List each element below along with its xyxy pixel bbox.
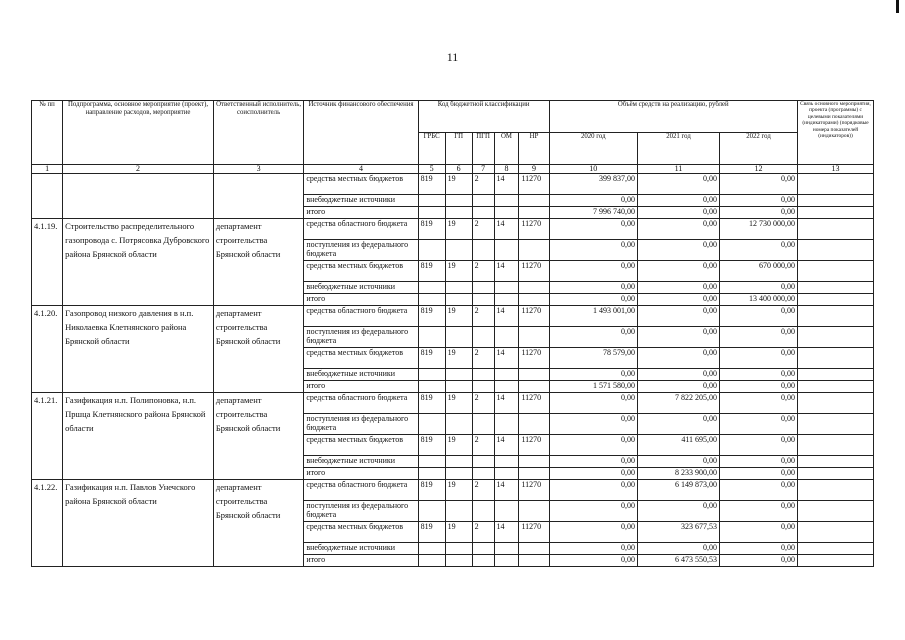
pgp-cell: [472, 543, 494, 555]
om-cell: [494, 240, 519, 261]
pgp-cell: 2: [472, 348, 494, 369]
indicator-link-cell: [798, 306, 874, 327]
np-cell: [519, 240, 549, 261]
np-cell: [519, 294, 549, 306]
om-cell: [494, 555, 519, 567]
source-cell: внебюджетные источники: [304, 369, 418, 381]
om-cell: 14: [494, 480, 519, 501]
indicator-link-cell: [798, 369, 874, 381]
header-link: Связь основного мероприятия, проекта (программы) с целевыми показателями (индикаторами) (порядковые номера показателей (индикаторов)): [798, 101, 874, 165]
amount-2022: 0,00: [720, 393, 798, 414]
gp-cell: [445, 282, 472, 294]
amount-2022: 0,00: [720, 195, 798, 207]
np-cell: [519, 381, 549, 393]
gp-cell: [445, 414, 472, 435]
gp-cell: [445, 468, 472, 480]
pgp-cell: [472, 414, 494, 435]
np-cell: [519, 327, 549, 348]
source-cell: средства местных бюджетов: [304, 348, 418, 369]
amount-2021: 0,00: [637, 195, 719, 207]
amount-2021: 0,00: [637, 207, 719, 219]
gp-cell: [445, 381, 472, 393]
table-row: [32, 480, 874, 501]
table-row: [32, 306, 874, 327]
column-number: 1: [32, 165, 63, 174]
amount-2021: 0,00: [637, 369, 719, 381]
grbs-cell: 819: [418, 393, 445, 414]
om-cell: [494, 543, 519, 555]
grbs-cell: 819: [418, 480, 445, 501]
amount-2020: 0,00: [549, 195, 637, 207]
header-gp: ГП: [445, 133, 472, 165]
amount-2021: 411 695,00: [637, 435, 719, 456]
header-budget-code: Код бюджетной классификации: [418, 101, 549, 133]
grbs-cell: 819: [418, 306, 445, 327]
amount-2022: 0,00: [720, 543, 798, 555]
np-cell: 11270: [519, 306, 549, 327]
amount-2022: 0,00: [720, 381, 798, 393]
amount-2021: 0,00: [637, 174, 719, 195]
source-cell: итого: [304, 468, 418, 480]
column-number-row: [32, 165, 874, 174]
pgp-cell: 2: [472, 393, 494, 414]
item-executor-cell: департамент строительства Брянской области: [213, 306, 303, 393]
item-name-cell: Газопровод низкого давления в н.п. Николаевка Клетнянского района Брянской области: [63, 306, 214, 393]
amount-2021: 323 677,53: [637, 522, 719, 543]
amount-2020: 0,00: [549, 435, 637, 456]
grbs-cell: [418, 555, 445, 567]
pgp-cell: 2: [472, 522, 494, 543]
amount-2022: 0,00: [720, 306, 798, 327]
indicator-link-cell: [798, 195, 874, 207]
item-name-cell: Газификация н.п. Полипоновка, н.п. Пршца Клетнянского района Брянской области: [63, 393, 214, 480]
indicator-link-cell: [798, 327, 874, 348]
indicator-link-cell: [798, 381, 874, 393]
om-cell: 14: [494, 261, 519, 282]
item-number-cell: 4.1.20.: [32, 306, 63, 393]
gp-cell: [445, 501, 472, 522]
amount-2021: 0,00: [637, 282, 719, 294]
gp-cell: [445, 207, 472, 219]
amount-2020: 0,00: [549, 240, 637, 261]
header-np: НР: [519, 133, 549, 165]
gp-cell: [445, 369, 472, 381]
amount-2022: 0,00: [720, 174, 798, 195]
grbs-cell: [418, 240, 445, 261]
budget-table-body: [32, 174, 874, 567]
grbs-cell: [418, 456, 445, 468]
pgp-cell: [472, 207, 494, 219]
amount-2020: 7 996 740,00: [549, 207, 637, 219]
column-number: 4: [304, 165, 418, 174]
amount-2021: 0,00: [637, 501, 719, 522]
grbs-cell: [418, 282, 445, 294]
item-name-cell: Строительство распределительного газопровода с. Потрясовка Дубровского района Брянской области: [63, 219, 214, 306]
amount-2021: 0,00: [637, 306, 719, 327]
item-name-cell: [63, 174, 214, 219]
pgp-cell: 2: [472, 480, 494, 501]
amount-2022: 670 000,00: [720, 261, 798, 282]
indicator-link-cell: [798, 219, 874, 240]
source-cell: поступления из федерального бюджета: [304, 414, 418, 435]
amount-2020: 0,00: [549, 294, 637, 306]
amount-2020: 0,00: [549, 219, 637, 240]
np-cell: [519, 282, 549, 294]
om-cell: [494, 501, 519, 522]
np-cell: [519, 543, 549, 555]
amount-2020: 1 571 580,00: [549, 381, 637, 393]
om-cell: [494, 195, 519, 207]
gp-cell: 19: [445, 480, 472, 501]
pgp-cell: [472, 381, 494, 393]
item-executor-cell: департамент строительства Брянской области: [213, 393, 303, 480]
om-cell: [494, 282, 519, 294]
header-executor: Ответственный исполнитель, соисполнитель: [213, 101, 303, 165]
om-cell: [494, 207, 519, 219]
indicator-link-cell: [798, 543, 874, 555]
header-program: Подпрограмма, основное мероприятие (проект), направление расходов, мероприятие: [63, 101, 214, 165]
indicator-link-cell: [798, 294, 874, 306]
grbs-cell: [418, 369, 445, 381]
column-number: 13: [798, 165, 874, 174]
budget-table: [31, 100, 874, 567]
amount-2021: 6 149 873,00: [637, 480, 719, 501]
amount-2022: 0,00: [720, 501, 798, 522]
item-executor-cell: департамент строительства Брянской области: [213, 219, 303, 306]
pgp-cell: [472, 195, 494, 207]
gp-cell: 19: [445, 174, 472, 195]
header-2021: 2021 год: [637, 133, 719, 165]
np-cell: [519, 195, 549, 207]
pgp-cell: 2: [472, 306, 494, 327]
indicator-link-cell: [798, 414, 874, 435]
header-om: ОМ: [494, 133, 519, 165]
gp-cell: 19: [445, 261, 472, 282]
gp-cell: 19: [445, 393, 472, 414]
pgp-cell: [472, 294, 494, 306]
gp-cell: [445, 456, 472, 468]
header-2022: 2022 год: [720, 133, 798, 165]
pgp-cell: [472, 369, 494, 381]
grbs-cell: 819: [418, 174, 445, 195]
column-number: 6: [445, 165, 472, 174]
om-cell: 14: [494, 174, 519, 195]
source-cell: итого: [304, 381, 418, 393]
grbs-cell: [418, 381, 445, 393]
np-cell: [519, 555, 549, 567]
amount-2020: 0,00: [549, 414, 637, 435]
grbs-cell: [418, 327, 445, 348]
amount-2022: 0,00: [720, 327, 798, 348]
amount-2021: 0,00: [637, 456, 719, 468]
source-cell: итого: [304, 207, 418, 219]
header-source: Источник финансового обеспечения: [304, 101, 418, 165]
pgp-cell: [472, 240, 494, 261]
np-cell: [519, 369, 549, 381]
column-number: 10: [549, 165, 637, 174]
grbs-cell: 819: [418, 261, 445, 282]
gp-cell: 19: [445, 306, 472, 327]
amount-2022: 0,00: [720, 468, 798, 480]
om-cell: 14: [494, 348, 519, 369]
om-cell: 14: [494, 393, 519, 414]
grbs-cell: [418, 468, 445, 480]
amount-2022: 12 730 000,00: [720, 219, 798, 240]
table-row: [32, 174, 874, 195]
np-cell: [519, 207, 549, 219]
amount-2020: 399 837,00: [549, 174, 637, 195]
source-cell: внебюджетные источники: [304, 543, 418, 555]
indicator-link-cell: [798, 480, 874, 501]
pgp-cell: [472, 327, 494, 348]
amount-2020: 0,00: [549, 456, 637, 468]
om-cell: 14: [494, 435, 519, 456]
indicator-link-cell: [798, 468, 874, 480]
amount-2020: 0,00: [549, 555, 637, 567]
amount-2020: 0,00: [549, 327, 637, 348]
grbs-cell: [418, 501, 445, 522]
np-cell: 11270: [519, 393, 549, 414]
table-row: [32, 393, 874, 414]
page-number: 11: [446, 50, 459, 64]
column-number: 11: [637, 165, 719, 174]
amount-2022: 0,00: [720, 240, 798, 261]
indicator-link-cell: [798, 261, 874, 282]
gp-cell: [445, 294, 472, 306]
pgp-cell: 2: [472, 174, 494, 195]
om-cell: [494, 327, 519, 348]
column-number: 2: [63, 165, 214, 174]
amount-2020: 0,00: [549, 261, 637, 282]
om-cell: 14: [494, 306, 519, 327]
amount-2022: 0,00: [720, 207, 798, 219]
grbs-cell: [418, 543, 445, 555]
np-cell: [519, 414, 549, 435]
source-cell: средства местных бюджетов: [304, 261, 418, 282]
amount-2022: 13 400 000,00: [720, 294, 798, 306]
amount-2021: 0,00: [637, 348, 719, 369]
amount-2020: 0,00: [549, 369, 637, 381]
source-cell: средства местных бюджетов: [304, 435, 418, 456]
grbs-cell: 819: [418, 435, 445, 456]
source-cell: внебюджетные источники: [304, 456, 418, 468]
om-cell: [494, 414, 519, 435]
amount-2021: 0,00: [637, 414, 719, 435]
indicator-link-cell: [798, 456, 874, 468]
amount-2022: 0,00: [720, 522, 798, 543]
amount-2021: 6 473 550,53: [637, 555, 719, 567]
amount-2021: 0,00: [637, 240, 719, 261]
amount-2020: 0,00: [549, 501, 637, 522]
amount-2020: 0,00: [549, 468, 637, 480]
grbs-cell: [418, 414, 445, 435]
grbs-cell: [418, 207, 445, 219]
item-number-cell: 4.1.21.: [32, 393, 63, 480]
source-cell: средства местных бюджетов: [304, 522, 418, 543]
indicator-link-cell: [798, 522, 874, 543]
column-number: 8: [494, 165, 519, 174]
np-cell: 11270: [519, 261, 549, 282]
amount-2022: 0,00: [720, 555, 798, 567]
source-cell: поступления из федерального бюджета: [304, 501, 418, 522]
source-cell: средства местных бюджетов: [304, 174, 418, 195]
indicator-link-cell: [798, 174, 874, 195]
grbs-cell: [418, 195, 445, 207]
source-cell: внебюджетные источники: [304, 282, 418, 294]
source-cell: средства областного бюджета: [304, 219, 418, 240]
grbs-cell: 819: [418, 219, 445, 240]
om-cell: [494, 381, 519, 393]
indicator-link-cell: [798, 207, 874, 219]
indicator-link-cell: [798, 282, 874, 294]
column-number: 3: [213, 165, 303, 174]
source-cell: средства областного бюджета: [304, 393, 418, 414]
amount-2020: 78 579,00: [549, 348, 637, 369]
amount-2020: 0,00: [549, 282, 637, 294]
gp-cell: [445, 240, 472, 261]
amount-2021: 0,00: [637, 381, 719, 393]
source-cell: поступления из федерального бюджета: [304, 240, 418, 261]
indicator-link-cell: [798, 501, 874, 522]
indicator-link-cell: [798, 348, 874, 369]
pgp-cell: [472, 282, 494, 294]
column-number: 9: [519, 165, 549, 174]
source-cell: итого: [304, 555, 418, 567]
pgp-cell: [472, 501, 494, 522]
pgp-cell: 2: [472, 219, 494, 240]
item-number-cell: [32, 174, 63, 219]
amount-2022: 0,00: [720, 414, 798, 435]
amount-2021: 0,00: [637, 294, 719, 306]
pgp-cell: [472, 555, 494, 567]
indicator-link-cell: [798, 240, 874, 261]
column-number: 5: [418, 165, 445, 174]
grbs-cell: [418, 294, 445, 306]
np-cell: [519, 468, 549, 480]
amount-2021: 0,00: [637, 219, 719, 240]
np-cell: [519, 501, 549, 522]
amount-2020: 1 493 001,00: [549, 306, 637, 327]
header-pgp: ПГП: [472, 133, 494, 165]
amount-2022: 0,00: [720, 282, 798, 294]
gp-cell: [445, 543, 472, 555]
om-cell: [494, 456, 519, 468]
header-2020: 2020 год: [549, 133, 637, 165]
np-cell: 11270: [519, 348, 549, 369]
grbs-cell: 819: [418, 522, 445, 543]
source-cell: средства областного бюджета: [304, 480, 418, 501]
item-executor-cell: [213, 174, 303, 219]
amount-2020: 0,00: [549, 522, 637, 543]
source-cell: внебюджетные источники: [304, 195, 418, 207]
gp-cell: 19: [445, 435, 472, 456]
item-name-cell: Газификация н.п. Павлов Унечского района Брянской области: [63, 480, 214, 567]
amount-2022: 0,00: [720, 435, 798, 456]
amount-2020: 0,00: [549, 480, 637, 501]
column-number: 7: [472, 165, 494, 174]
gp-cell: [445, 195, 472, 207]
amount-2020: 0,00: [549, 543, 637, 555]
om-cell: [494, 294, 519, 306]
header-volume: Объём средств на реализацию, рублей: [549, 101, 797, 133]
np-cell: 11270: [519, 522, 549, 543]
np-cell: 11270: [519, 480, 549, 501]
amount-2022: 0,00: [720, 348, 798, 369]
source-cell: итого: [304, 294, 418, 306]
amount-2022: 0,00: [720, 480, 798, 501]
np-cell: 11270: [519, 219, 549, 240]
om-cell: [494, 369, 519, 381]
source-cell: поступления из федерального бюджета: [304, 327, 418, 348]
np-cell: [519, 456, 549, 468]
amount-2021: 7 822 205,00: [637, 393, 719, 414]
om-cell: 14: [494, 522, 519, 543]
amount-2022: 0,00: [720, 369, 798, 381]
om-cell: [494, 468, 519, 480]
gp-cell: 19: [445, 219, 472, 240]
indicator-link-cell: [798, 555, 874, 567]
item-number-cell: 4.1.19.: [32, 219, 63, 306]
gp-cell: [445, 555, 472, 567]
amount-2022: 0,00: [720, 456, 798, 468]
item-executor-cell: департамент строительства Брянской области: [213, 480, 303, 567]
amount-2021: 0,00: [637, 261, 719, 282]
amount-2021: 0,00: [637, 327, 719, 348]
header-no: № пп: [32, 101, 63, 165]
np-cell: 11270: [519, 174, 549, 195]
om-cell: 14: [494, 219, 519, 240]
np-cell: 11270: [519, 435, 549, 456]
pgp-cell: 2: [472, 435, 494, 456]
amount-2021: 8 233 900,00: [637, 468, 719, 480]
header-grbs: ГРБС: [418, 133, 445, 165]
table-row: [32, 219, 874, 240]
item-number-cell: 4.1.22.: [32, 480, 63, 567]
indicator-link-cell: [798, 435, 874, 456]
grbs-cell: 819: [418, 348, 445, 369]
pgp-cell: [472, 468, 494, 480]
column-number: 12: [720, 165, 798, 174]
pgp-cell: 2: [472, 261, 494, 282]
gp-cell: 19: [445, 522, 472, 543]
indicator-link-cell: [798, 393, 874, 414]
source-cell: средства областного бюджета: [304, 306, 418, 327]
amount-2020: 0,00: [549, 393, 637, 414]
gp-cell: 19: [445, 348, 472, 369]
gp-cell: [445, 327, 472, 348]
scan-edge-mark: [896, 0, 899, 13]
amount-2021: 0,00: [637, 543, 719, 555]
pgp-cell: [472, 456, 494, 468]
